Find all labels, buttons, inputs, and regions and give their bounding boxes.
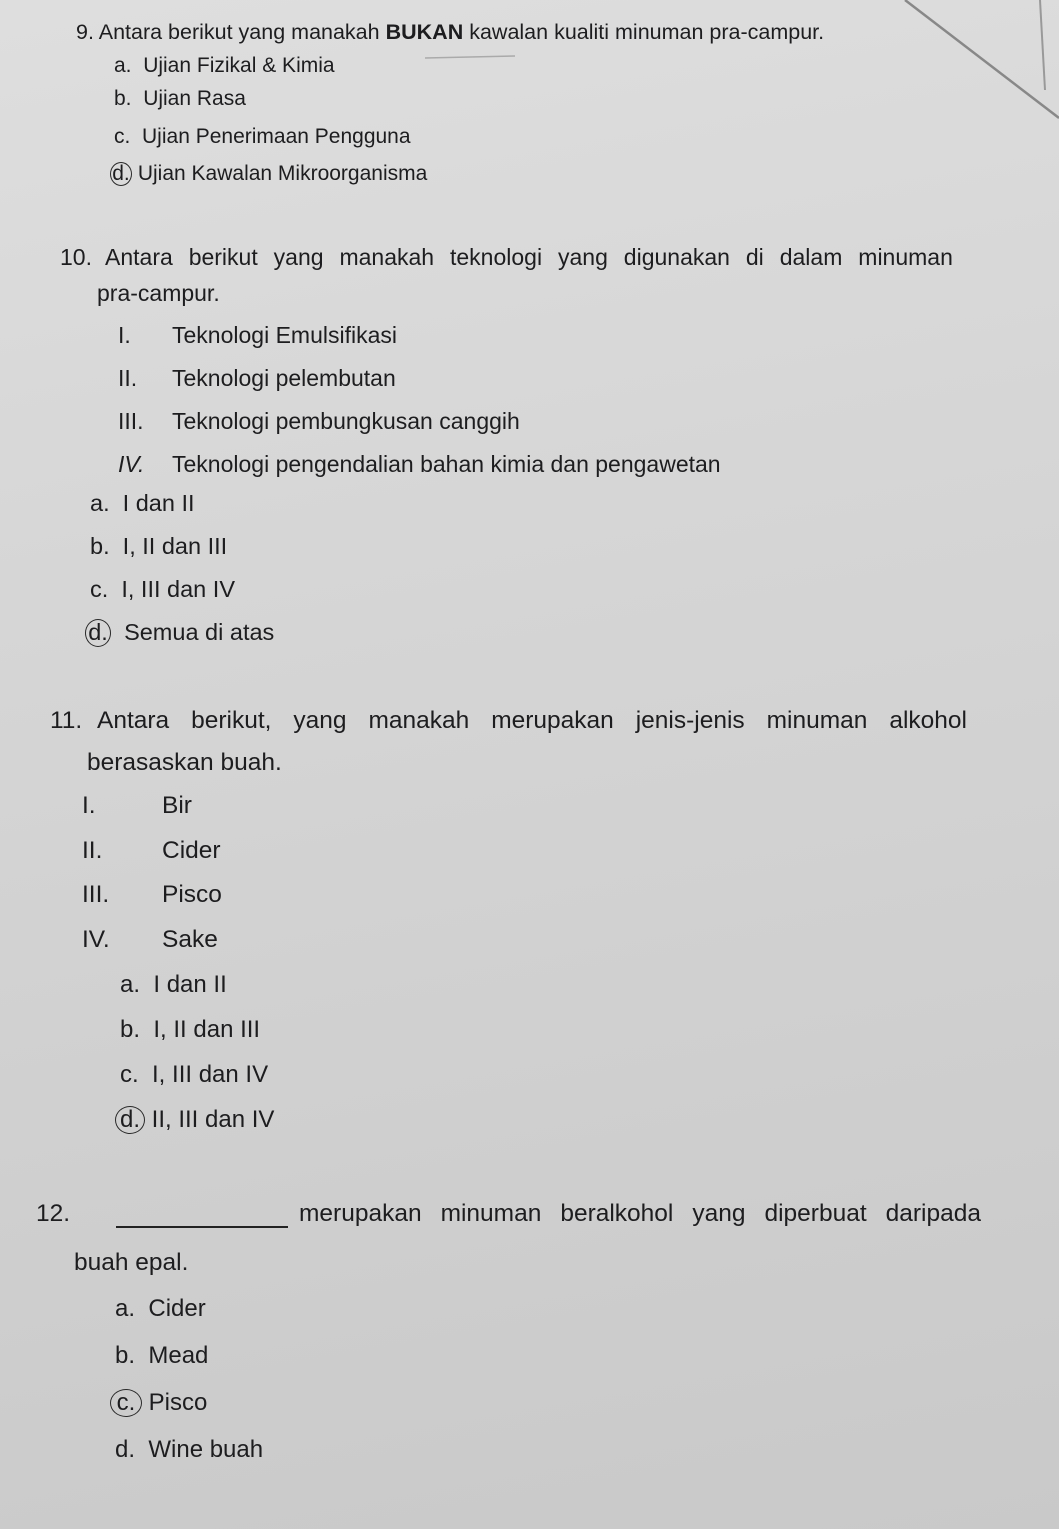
option-b[interactable]: b. Mead xyxy=(115,1342,209,1369)
selected-answer-circle: d. xyxy=(85,619,111,647)
option-b[interactable]: b. I, II dan III xyxy=(120,1016,261,1043)
statement-II: II. Cider xyxy=(82,837,221,864)
option-a[interactable]: a. I dan II xyxy=(90,490,195,516)
statement-I: I. Teknologi Emulsifikasi xyxy=(118,322,397,348)
option-a[interactable]: a. Cider xyxy=(115,1295,206,1322)
option-a[interactable]: a. I dan II xyxy=(120,971,227,998)
question-11-stem: Antara berikut, yang manakah merupakan jenis-jenis minuman alkohol xyxy=(97,707,967,734)
question-10-stem-line2: pra-campur. xyxy=(97,280,220,306)
selected-answer-circle: d. xyxy=(110,162,132,186)
question-text: Antara berikut yang manakah xyxy=(98,20,380,44)
statement-IV: IV. Sake xyxy=(82,926,218,953)
option-c[interactable]: c. Ujian Penerimaan Pengguna xyxy=(114,125,411,148)
option-c[interactable]: c. I, III dan IV xyxy=(120,1061,269,1088)
statement-III: III. Pisco xyxy=(82,881,222,908)
selected-answer-circle: d. xyxy=(115,1106,145,1134)
option-b[interactable]: b. Ujian Rasa xyxy=(114,87,246,110)
option-d[interactable]: d. Wine buah xyxy=(115,1436,264,1463)
answer-blank[interactable] xyxy=(116,1200,288,1228)
question-11-number: 11. xyxy=(50,707,83,734)
question-number: 9. xyxy=(76,20,94,44)
option-d-selected[interactable]: d. II, III dan IV xyxy=(120,1106,274,1134)
question-12-number: 12. xyxy=(36,1200,71,1227)
question-11-stem-line2: berasaskan buah. xyxy=(87,749,282,776)
question-12-stem: merupakan minuman beralkohol yang diperbuat daripada xyxy=(299,1200,981,1227)
question-9-stem xyxy=(76,20,824,45)
option-c[interactable]: c. I, III dan IV xyxy=(90,576,235,602)
selected-answer-circle: c. xyxy=(110,1389,142,1417)
statement-III: III. Teknologi pembungkusan canggih xyxy=(118,408,520,434)
option-d-selected[interactable]: d. Ujian Kawalan Mikroorganisma xyxy=(114,162,427,186)
emphasis-word: BUKAN xyxy=(385,20,464,44)
option-c-selected[interactable]: c. Pisco xyxy=(115,1389,207,1417)
statement-II: II. Teknologi pelembutan xyxy=(118,365,396,391)
option-a[interactable]: a. Ujian Fizikal & Kimia xyxy=(114,54,335,77)
option-b[interactable]: b. I, II dan III xyxy=(90,533,228,559)
question-10-stem: Antara berikut yang manakah teknologi yang digunakan di dalam minuman xyxy=(105,244,953,270)
option-d-selected[interactable]: d. Semua di atas xyxy=(90,619,274,647)
question-12-stem-line2: buah epal. xyxy=(74,1249,189,1276)
question-10-number: 10. xyxy=(60,244,92,270)
statement-I: I. Bir xyxy=(82,792,192,819)
question-text: kawalan kualiti minuman pra-campur. xyxy=(469,20,825,44)
statement-IV: IV. Teknologi pengendalian bahan kimia dan pengawetan xyxy=(118,451,721,477)
